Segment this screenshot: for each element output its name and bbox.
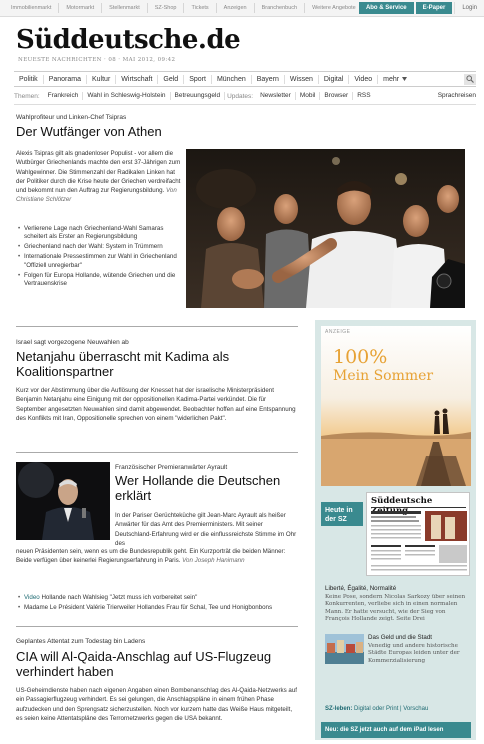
updates-newsletter[interactable]: Newsletter	[256, 92, 296, 100]
nav-item-digital[interactable]: Digital	[319, 75, 349, 84]
nav-item-panorama[interactable]: Panorama	[44, 75, 87, 84]
theme-frankreich[interactable]: Frankreich	[44, 92, 84, 100]
lead-teaser	[16, 149, 182, 205]
nav-item-politik[interactable]: Politik	[14, 75, 44, 84]
divider	[16, 452, 298, 453]
divider	[16, 626, 298, 627]
venice-photo	[325, 634, 364, 664]
lead-kicker[interactable]: Wahlprofiteur und Linken-Chef Tsipras	[16, 114, 127, 121]
article4-headline[interactable]: CIA will Al-Qaida-Anschlag auf US-Flugzeug verhindert haben	[16, 649, 272, 679]
venice-thumbnail[interactable]	[325, 634, 364, 664]
article2-teaser: Kurz vor der Abstimmung über die Auflösung der Knesset hat der israelische Ministerpräsident Benjamin Netanjahu eine Einigung mit der oppositionellen Kadima-Partei verkündet. Die für September angesetzten Neuwahlen sind damit abgewendet. Beobachter hoffen auf eine Entspannung des Konflikts mit Iran, Oppositionelle sprechen von einem "widerlichen Pakt".	[16, 387, 296, 422]
lead-photo[interactable]	[186, 149, 465, 308]
updates-browser[interactable]: Browser	[320, 92, 353, 100]
article2-kicker[interactable]: Israel sagt vorgezogene Neuwahlen ab	[16, 339, 129, 346]
lead-related-links	[18, 225, 182, 290]
updates-rss[interactable]: RSS	[357, 92, 371, 99]
sidebar-item2-title[interactable]: Das Geld und die Stadt	[368, 634, 432, 641]
article3-teaser-cont	[16, 547, 298, 566]
topbar-link-anzeigen[interactable]: Anzeigen	[217, 3, 255, 13]
heute-in-der-sz[interactable]	[321, 492, 471, 576]
theme-betreuungsgeld[interactable]: Betreuungsgeld	[171, 92, 226, 100]
nav-item-geld[interactable]: Geld	[158, 75, 184, 84]
main-navigation	[14, 71, 476, 87]
ad-subheadline: Mein Sommer	[333, 368, 434, 384]
nav-item-wirtschaft[interactable]: Wirtschaft	[116, 75, 158, 84]
video-badge: Video	[24, 594, 40, 601]
nav-item-bayern[interactable]: Bayern	[252, 75, 285, 84]
nav-more-label: mehr	[383, 75, 400, 83]
sz-leben-label: SZ-leben:	[325, 706, 353, 712]
ad-label: ANZEIGE	[325, 329, 351, 335]
nav-item-sport[interactable]: Sport	[184, 75, 212, 84]
sidebar-item1-title[interactable]: Liberté, Égalité, Normalité	[325, 585, 397, 592]
topbar-link-motormarkt[interactable]: Motormarkt	[59, 3, 102, 13]
search-icon	[466, 75, 474, 83]
ayrault-photo	[16, 462, 110, 540]
newspaper-page-preview	[367, 509, 470, 576]
lead-author: Von Christiane Schlötzer	[16, 187, 177, 204]
topbar-link-immobilienmarkt[interactable]: Immobilienmarkt	[4, 3, 59, 13]
newspaper-rule	[371, 507, 466, 508]
updates-mobil[interactable]: Mobil	[296, 92, 321, 100]
article3-author: Von Joseph Hanimann	[182, 557, 245, 565]
related-link[interactable]: • Griechenland nach der Wahl: System in Trümmern	[18, 243, 182, 251]
site-logo[interactable]: Süddeutsche.de	[16, 25, 241, 55]
article3-kicker[interactable]: Französischer Premieranwärter Ayrault	[115, 464, 228, 471]
sz-leben-links[interactable]	[325, 706, 428, 712]
theme-wahl-sh[interactable]: Wahl in Schleswig-Holstein	[83, 92, 170, 100]
article3-photo[interactable]	[16, 462, 110, 540]
search-button[interactable]	[464, 74, 476, 85]
sidebar-item1-text: Keine Pose, sondern Nicolas Sarkozy über seinen Konkurrenten, verliebe sich in einen normalen Mann. Er hatte versucht, wie der Sieg von François Hollande zeigt. Seite Drei	[325, 594, 466, 623]
themes-bar	[14, 90, 476, 102]
advertisement[interactable]	[321, 326, 471, 486]
article4-kicker[interactable]: Geplantes Attentat zum Todestag bin Ladens	[16, 638, 146, 645]
related-link[interactable]: • Internationale Pressestimmen zur Wahl in Griechenland "Offiziell unregierbar"	[18, 253, 182, 270]
newspaper-thumbnail[interactable]	[366, 492, 470, 576]
abo-service-button[interactable]: Abo & Service	[359, 2, 414, 14]
topbar-link-tickets[interactable]: Tickets	[184, 3, 216, 13]
topbar-actions	[359, 2, 484, 14]
article3-teaser: In der Pariser Gerüchteküche gilt Jean-Marc Ayrault als heißer Anwärter für das Amt des Premierministers. Mit seiner Deutschland-Erfahrung wird er die einflussreichste Stimme im Ohr des	[115, 512, 297, 547]
lead-teaser-text: Alexis Tsipras gilt als gnadenloser Populist - vor allem die Wutbürger Griechenlands machte den erst 37-Jährigen zum Wahlgewinner. Die Stimmenzahl der Radikalen Linken hat der Politiker durch die Krise heute der Griechen verdreifacht und bekommt nun den Auftrag zur Regierungsbildung.	[16, 150, 181, 195]
updates-label: Updates:	[227, 92, 254, 100]
masthead	[0, 17, 484, 69]
login-button[interactable]: Login	[454, 2, 484, 14]
topbar-link-sz-shop[interactable]: SZ-Shop	[148, 3, 185, 13]
nav-more-menu[interactable]	[378, 76, 412, 83]
site-tagline: NEUESTE NACHRICHTEN · 08 · MAI 2012, 09:42	[18, 57, 176, 63]
article3-headline[interactable]: Wer Hollande die Deutschen erklärt	[115, 473, 281, 503]
divider	[16, 326, 298, 327]
tsipras-crowd-photo	[186, 149, 465, 308]
article3-teaser-text: neuen Präsidenten sein, wenn es um die Bundesrepublik geht. Ein Kurzporträt die beiden Männer: Beide verfügen über keinerlei Regierungserfahrung in Paris.	[16, 548, 286, 565]
nav-item-kultur[interactable]: Kultur	[87, 75, 116, 84]
related-link[interactable]	[18, 594, 298, 602]
lead-headline[interactable]: Der Wutfänger von Athen	[16, 124, 162, 139]
topbar-link-branchenbuch[interactable]: Branchenbuch	[255, 3, 305, 13]
article4-teaser: US-Geheimdienste haben nach eigenen Angaben einen Bombenanschlag des Al-Qaida-Netzwerks auf ein Passagierflugzeug verhindert. Es sei gelungen, die Anschlagspläne in einem frühen Phase aufzudecken und den Sprengsatz sicherzustellen. Noch vor kurzem hatte das Weiße Haus mitgeteilt, es seien keine Attentatspläne des Terrornetzwerks gegen die USA bekannt.	[16, 687, 298, 722]
article2-headline[interactable]: Netanjahu überrascht mit Kadima als Koalitionspartner	[16, 349, 230, 379]
chevron-down-icon	[402, 77, 407, 81]
ad-headline: 100%	[333, 346, 388, 368]
nav-item-muenchen[interactable]: München	[212, 75, 252, 84]
epaper-button[interactable]: E-Paper	[416, 2, 453, 14]
sz-leben-links-text: Digital oder Print | Vorschau	[354, 706, 429, 712]
article3-related-links	[18, 594, 298, 614]
themes-label: Themen:	[14, 92, 40, 100]
divider	[14, 104, 476, 105]
topbar-link-weitere[interactable]: Weitere Angebote	[305, 3, 364, 13]
topbar-link-stellenmarkt[interactable]: Stellenmarkt	[102, 3, 148, 13]
ipad-promo-button[interactable]: Neu: die SZ jetzt auch auf dem iPad lesen	[321, 722, 471, 738]
sprachreisen-link[interactable]: Sprachreisen	[437, 92, 476, 99]
newspaper-logo: Süddeutsche	[371, 496, 433, 506]
heute-label: Heute in der SZ	[325, 507, 353, 523]
nav-item-video[interactable]: Video	[349, 75, 378, 84]
related-link[interactable]: • Verlierene Lage nach Griechenland-Wahl Samaras scheitert als Erster an Regierungsbildung	[18, 225, 182, 242]
nav-item-wissen[interactable]: Wissen	[285, 75, 319, 84]
top-service-bar	[0, 0, 484, 17]
sidebar-item2-text: Venedig und andere historische Städte Europas leiden unter der Kommerzialisierung	[368, 643, 460, 664]
related-link-text: Hollande nach Wahlsieg "Jetzt muss ich vorbereitet sein"	[41, 594, 198, 601]
related-link[interactable]: • Madame Le Président Valérie Trierweiler Hollandes Frau für Schal, Tee und Honigbonbons	[18, 604, 298, 612]
related-link[interactable]: • Folgen für Europa Hollande, wütende Griechen und die Vertrauenskrise	[18, 272, 182, 289]
